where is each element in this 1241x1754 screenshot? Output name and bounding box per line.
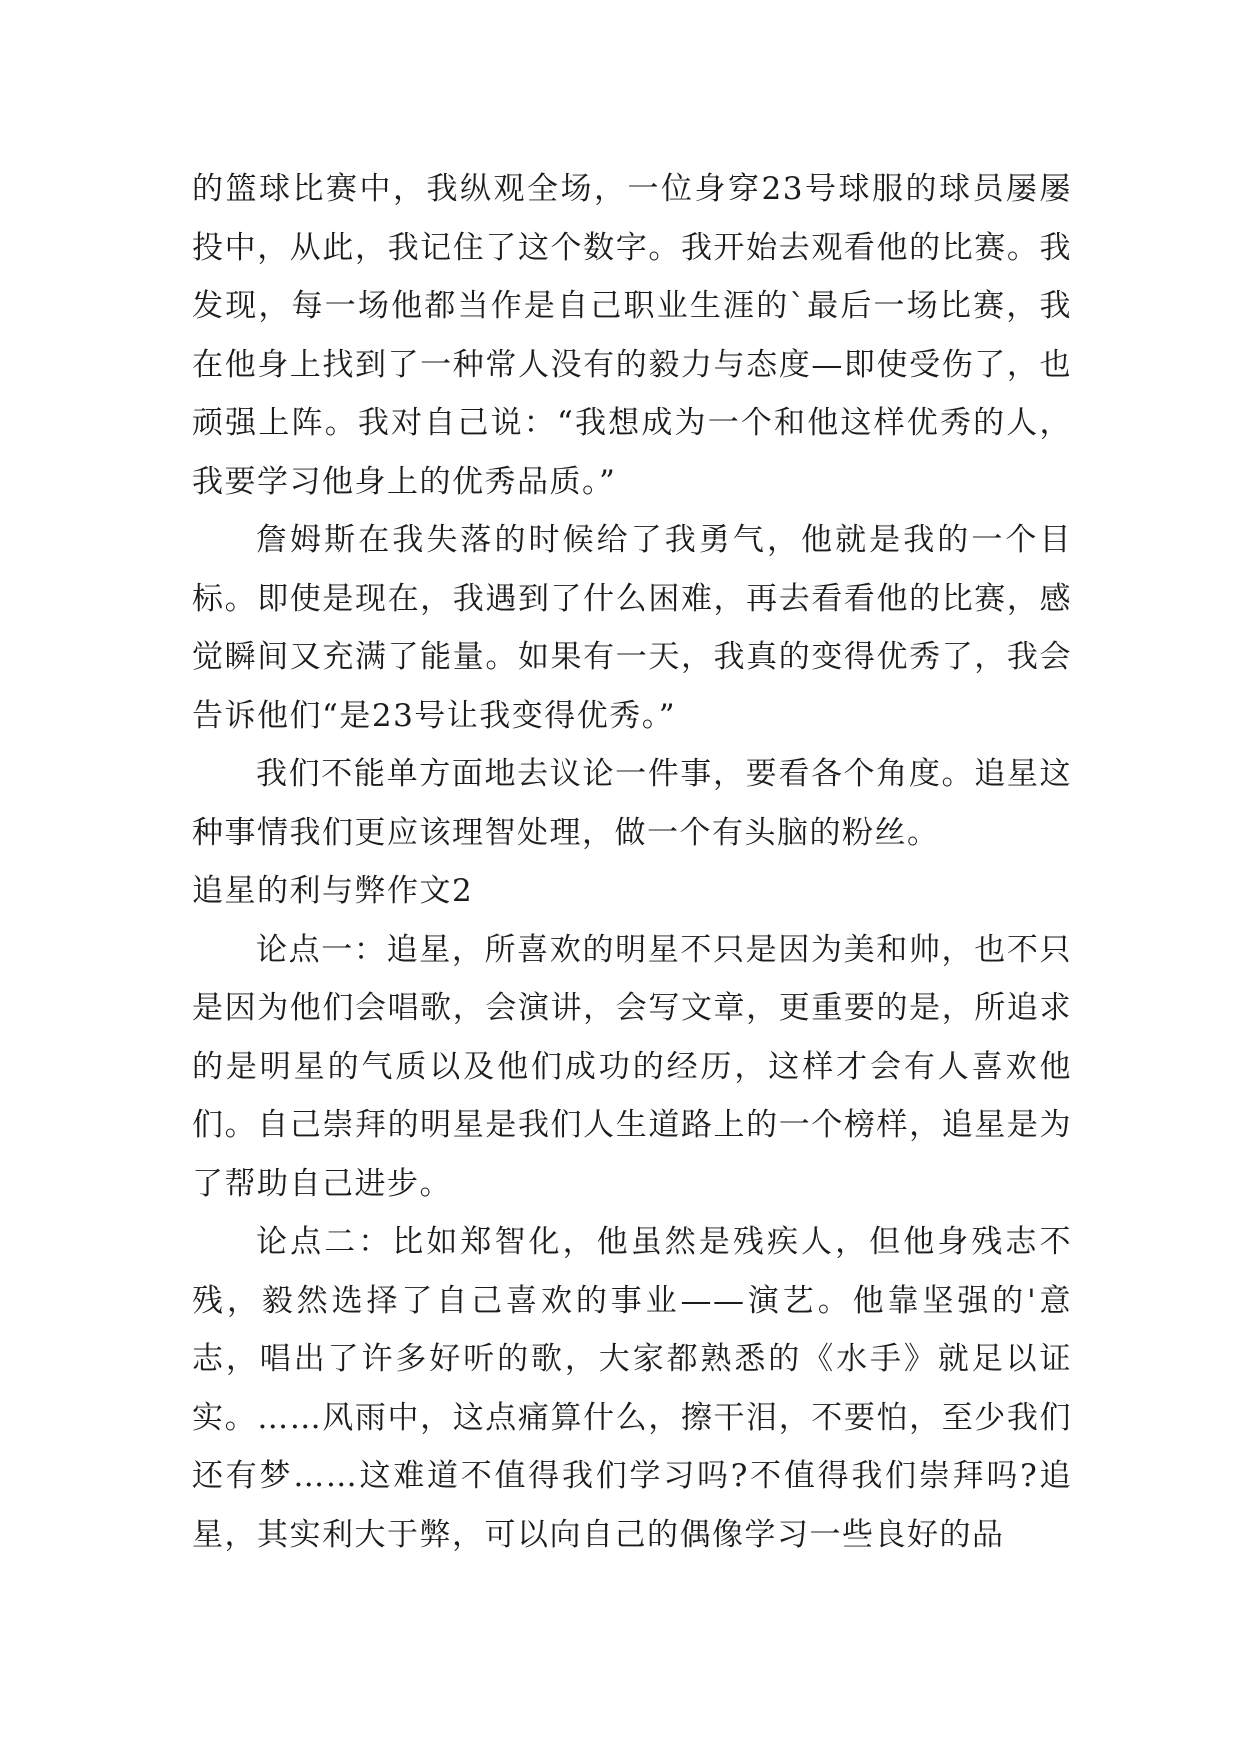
paragraph-3: 我们不能单方面地去议论一件事，要看各个角度。追星这种事情我们更应该理智处理，做一个有头脑的粉丝。 <box>192 756 1072 851</box>
paragraph-1: 的篮球比赛中，我纵观全场，一位身穿23号球服的球员屡屡投中，从此，我记住了这个数字。我开始去观看他的比赛。我发现，每一场他都当作是自己职业生涯的`最后一场比赛，我在他身上找到了一种常人没有的毅力与态度—即使受伤了，也顽强上阵。我对自己说：“我想成为一个和他这样优秀的人，我要学习他身上的优秀品质。” <box>192 171 1072 500</box>
document-body <box>192 160 1072 1564</box>
section-heading: 追星的利与弊作文2 <box>192 873 474 909</box>
paragraph-4: 论点一：追星，所喜欢的明星不只是因为美和帅，也不只是因为他们会唱歌，会演讲，会写文章，更重要的是，所追求的是明星的气质以及他们成功的经历，这样才会有人喜欢他们。自己崇拜的明星是我们人生道路上的一个榜样，追星是为了帮助自己进步。 <box>192 931 1072 1202</box>
paragraph-2: 詹姆斯在我失落的时候给了我勇气，他就是我的一个目标。即使是现在，我遇到了什么困难，再去看看他的比赛，感觉瞬间又充满了能量。如果有一天，我真的变得优秀了，我会告诉他们“是23号让我变得优秀。” <box>192 522 1072 734</box>
paragraph-5: 论点二：比如郑智化，他虽然是残疾人，但他身残志不残，毅然选择了自己喜欢的事业——演艺。他靠坚强的'意志，唱出了许多好听的歌，大家都熟悉的《水手》就足以证实。……风雨中，这点痛算什么，擦干泪，不要怕，至少我们还有梦……这难道不值得我们学习吗?不值得我们崇拜吗?追星，其实利大于弊，可以向自己的偶像学习一些良好的品 <box>192 1224 1072 1553</box>
